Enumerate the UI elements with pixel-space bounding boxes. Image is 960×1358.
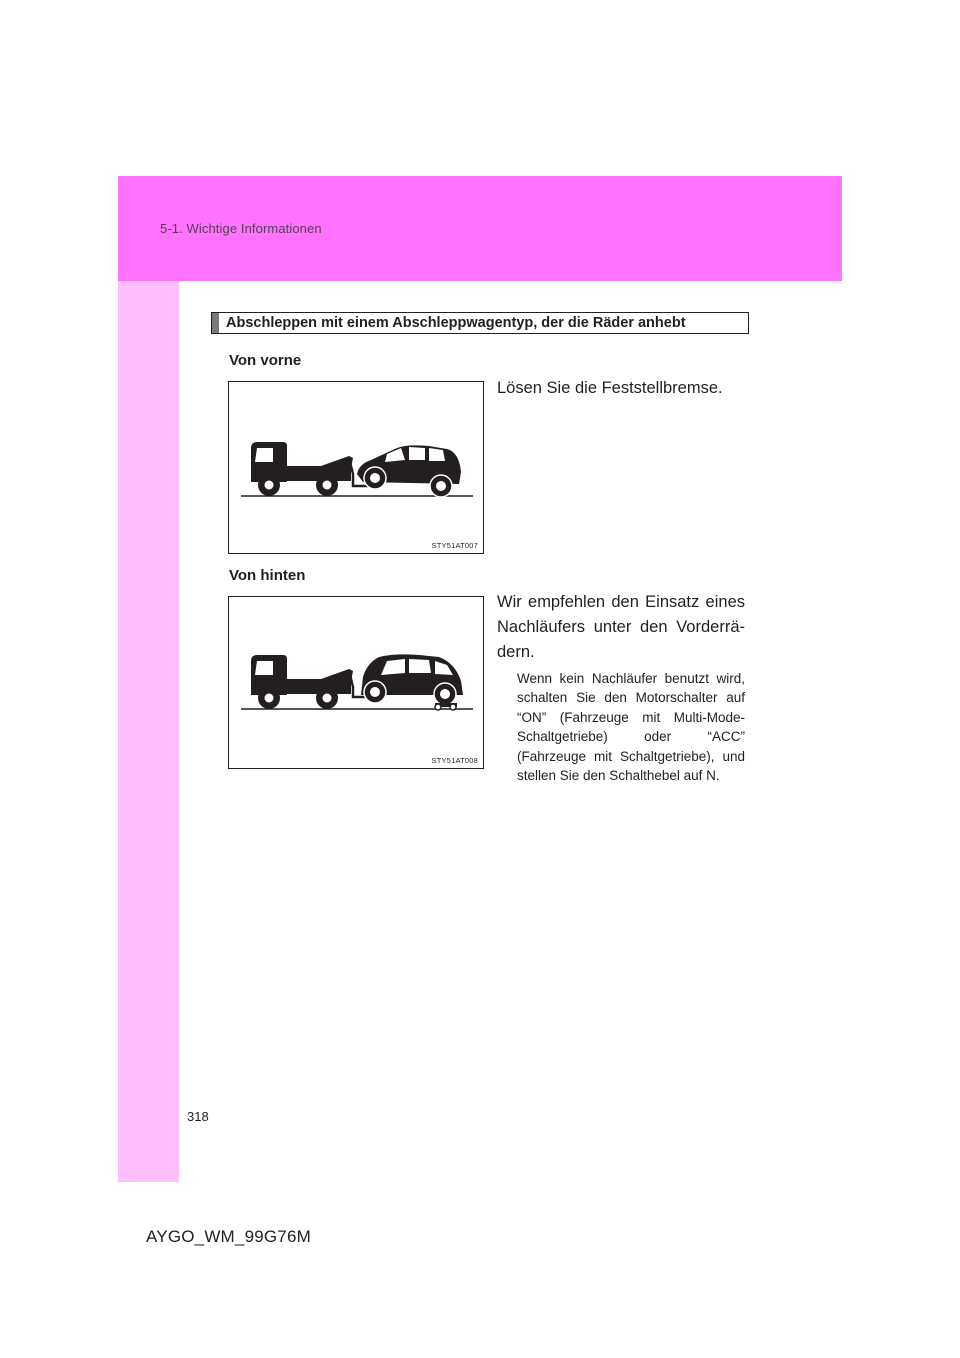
subhead-front: Von vorne [229,352,302,369]
document-code: AYGO_WM_99G76M [146,1227,311,1246]
tow-truck-rear-illustration [229,597,485,770]
front-instruction: Lösen Sie die Feststellbremse. [497,379,723,397]
figure-tow-front [228,381,484,554]
tow-truck-front-illustration [229,382,485,555]
section-heading [211,312,749,334]
side-band [118,281,179,1182]
heading-text: Abschleppen mit einem Abschleppwagentyp, der die Räder anhebt [226,315,686,331]
section-label: 5-1. Wichtige Informationen [160,221,322,236]
subhead-rear: Von hinten [229,567,306,584]
rear-instruction: Wir empfehlen den Einsatz eines Nachläufers unter den Vorderrädern. [497,593,745,661]
figure-tow-rear [228,596,484,769]
figure-code: STY51AT008 [431,756,478,765]
figure-code: STY51AT007 [431,541,478,550]
page-number: 318 [187,1109,209,1124]
rear-note: Wenn kein Nachläufer benutzt wird, schalten Sie den Motorschalter auf “ON” (Fahrzeuge mit Multi-Mode-Schaltgetriebe) oder “ACC” (Fahrzeuge mit Schaltgetriebe), und stellen Sie den Schalthebel auf N. [517,671,745,784]
heading-bar [212,313,219,333]
